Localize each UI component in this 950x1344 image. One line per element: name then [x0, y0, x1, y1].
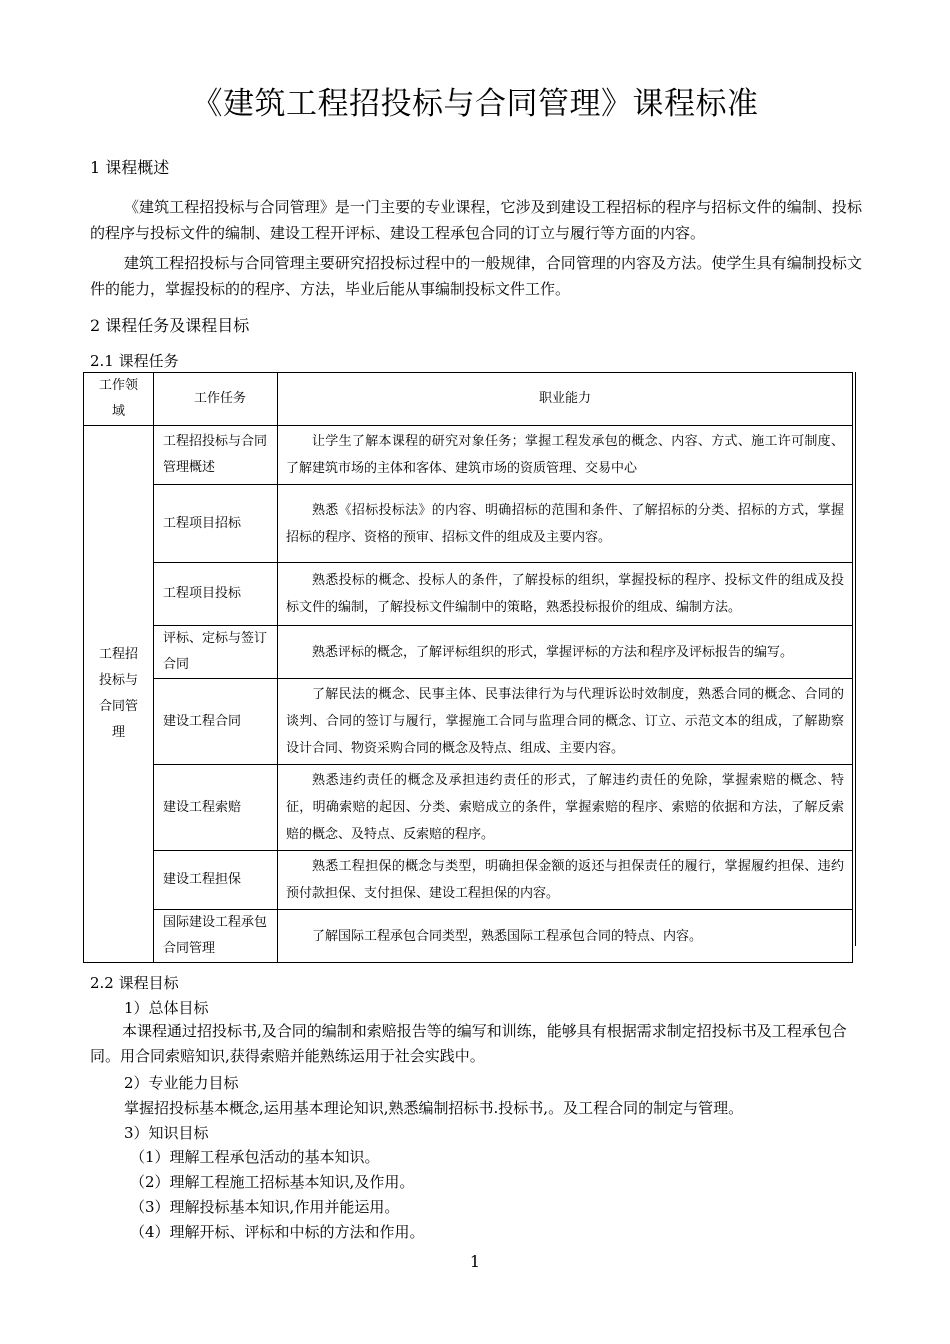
table-row [84, 851, 853, 910]
goal-2-label: 2）专业能力目标 [124, 1074, 239, 1092]
task-cell: 工程项目招标 [154, 485, 278, 563]
knowledge-item: （2）理解工程施工招标基本知识,及作用。 [130, 1173, 415, 1191]
document-title: 《建筑工程招投标与合同管理》课程标准 [191, 86, 759, 122]
table-row [84, 426, 853, 485]
section-1-heading: 1 课程概述 [90, 158, 170, 177]
knowledge-item: （4）理解开标、评标和中标的方法和作用。 [130, 1223, 425, 1241]
ability-cell: 了解民法的概念、民事主体、民事法律行为与代理诉讼时效制度，熟悉合同的概念、合同的谈判、合同的签订与履行，掌握施工合同与监理合同的概念、订立、示范文本的组成，了解勘察设计合同、物资采购合同的概念及特点、组成、主要内容。 [278, 679, 853, 765]
table-row [84, 485, 853, 563]
work-domain-text: 工程招投标与合同管理 [98, 647, 138, 740]
section-1-paragraph-2: 建筑工程招投标与合同管理主要研究招投标过程中的一般规律，合同管理的内容及方法。使学生具有编制投标文件的能力，掌握投标的的程序、方法，毕业后能从事编制投标文件工作。 [90, 254, 862, 298]
course-task-table [83, 372, 853, 963]
table-row [84, 679, 853, 765]
table-row [84, 910, 853, 963]
task-cell: 工程项目投标 [154, 563, 278, 626]
goal-1-text: 本课程通过招投标书,及合同的编制和索赔报告等的编写和训练，能够具有根据需求制定招投标书及工程承包合同。用合同索赔知识,获得索赔并能熟练运用于社会实践中。 [90, 1022, 847, 1065]
table-header-row [84, 373, 853, 426]
ability-cell: 让学生了解本课程的研究对象任务；掌握工程发承包的概念、内容、方式、施工许可制度、了解建筑市场的主体和客体、建筑市场的资质管理、交易中心 [278, 426, 853, 485]
task-cell: 评标、定标与签订合同 [154, 626, 278, 679]
goal-1-label: 1）总体目标 [124, 999, 209, 1017]
ability-cell: 熟悉投标的概念、投标人的条件，了解投标的组织，掌握投标的程序、投标文件的组成及投标文件的编制，了解投标文件编制中的策略，熟悉投标报价的组成、编制方法。 [278, 563, 853, 626]
subsection-2-1-heading: 2.1 课程任务 [90, 352, 179, 370]
header-work-task: 工作任务 [154, 373, 278, 426]
table-row [84, 765, 853, 851]
ability-cell: 了解国际工程承包合同类型，熟悉国际工程承包合同的特点、内容。 [278, 910, 853, 963]
task-cell: 建设工程担保 [154, 851, 278, 910]
task-cell: 建设工程合同 [154, 679, 278, 765]
work-domain-cell [84, 426, 154, 963]
task-cell: 工程招投标与合同管理概述 [154, 426, 278, 485]
ability-cell: 熟悉评标的概念，了解评标组织的形式，掌握评标的方法和程序及评标报告的编写。 [278, 626, 853, 679]
task-cell: 国际建设工程承包合同管理 [154, 910, 278, 963]
subsection-2-2-heading: 2.2 课程目标 [90, 974, 179, 992]
ability-cell: 熟悉《招标投标法》的内容、明确招标的范围和条件、了解招标的分类、招标的方式，掌握招标的程序、资格的预审、招标文件的组成及主要内容。 [278, 485, 853, 563]
goal-2-text: 掌握招投标基本概念,运用基本理论知识,熟悉编制招标书.投标书,。及工程合同的制定与管理。 [124, 1099, 744, 1117]
knowledge-item: （1）理解工程承包活动的基本知识。 [130, 1148, 380, 1166]
task-cell: 建设工程索赔 [154, 765, 278, 851]
table-row [84, 563, 853, 626]
page-number: 1 [469, 1252, 481, 1271]
table-outer-border [855, 372, 856, 946]
ability-cell: 熟悉工程担保的概念与类型，明确担保金额的返还与担保责任的履行，掌握履约担保、违约预付款担保、支付担保、建设工程担保的内容。 [278, 851, 853, 910]
section-1-paragraph-1: 《建筑工程招投标与合同管理》是一门主要的专业课程，它涉及到建设工程招标的程序与招标文件的编制、投标的程序与投标文件的编制、建设工程开评标、建设工程承包合同的订立与履行等方面的内容。 [90, 198, 862, 242]
table-row [84, 626, 853, 679]
header-work-domain: 工作领域 [84, 373, 154, 426]
ability-cell: 熟悉违约责任的概念及承担违约责任的形式，了解违约责任的免除，掌握索赔的概念、特征，明确索赔的起因、分类、索赔成立的条件，掌握索赔的程序、索赔的依据和方法，了解反索赔的概念、及特点、反索赔的程序。 [278, 765, 853, 851]
section-2-heading: 2 课程任务及课程目标 [90, 316, 250, 335]
goal-3-label: 3）知识目标 [124, 1124, 209, 1142]
knowledge-item: （3）理解投标基本知识,作用并能运用。 [130, 1198, 400, 1216]
header-ability: 职业能力 [278, 373, 853, 426]
